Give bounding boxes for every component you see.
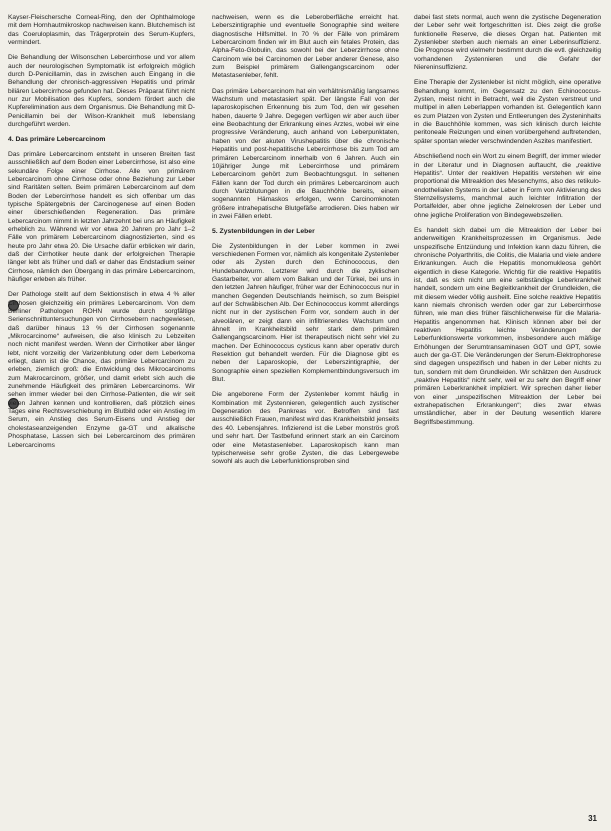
paragraph: Das primäre Lebercarcinom hat ein verhältnismäßig langsames Wachstum und metastasiert spät. Der längste Fall von der laparoskopischen Erkennung bis zum Tod, den wir gesehen haben, dauerte 9 Jahre. Degegen verfügen wir aber auch über eine Beobachtung der Erkrankung eines Arztes, wobei wir eine progressive Veränderung, auch anhand von Leberpunktaten, haben von der akuten Virushepatitis über die chronische Hepatitis und post-hepatitische Lebercirrhose bis zum Tod am primären Lebercarcinom innerhalb von 6 Jahren. Auch ein 10jähriger Junge mit Lebercirrhose und primärem Lebercarcinom gehört zum Beobachtungsgut. In seltenen Fällen kann der Tod durch ein primäres Lebercarcinom auch durch Varizblutungen in die Bauchhöhle bereits, einem sogenannten Hämaskos erfolgen, wenn Carcinomknoten größere intrahepatische Blutgefäße arrodieren. Dies haben wir in zwei Fällen erlebt. <box>212 87 399 220</box>
section-heading: 5. Zystenbildungen in der Leber <box>212 228 315 236</box>
paragraph: Das primäre Lebercarcinom entsteht in unseren Breiten fast ausschließlich auf dem Boden einer Lebercirrhose, ist also eine sekundäre Folge einer Cirrhose. Alle von primärem Lebercarcinom ohne Cirrhose oder ohne Beziehung zur Leber sind Raritäten selten. Beim primären Lebercarcinom auf dem Boden der Lebercirrhose handelt es sich offenbar um das typische Spätergebnis der Carcinogenese auf einen Boden einer überschießenden Regeneration. Das primäre Lebercarcinom nimmt in letzten Jahrzehnt bei uns an Häufigkeit erheblich zu. Während wir vor etwa 20 Jahren pro Jahr 1–2 Fälle von primärem Lebercarcinom diagnostizierten, sind es heute pro Jahr etwa 20. Die Ursache dafür erblicken wir darin, daß der Cirrhotiker heute dank der erfolgreichen Therapie länger lebt als früher und daß er daher das Endstadium seiner Cirrhose, nämlich den Übergang in das primäre Lebercarcinom, häufiger erleben als früher. <box>8 150 195 283</box>
paragraph: Es handelt sich dabei um die Mitreaktion der Leber bei anderweitigen Krankheitsprozessen im Organismus. Jede unspezifische Entzündung und Infektion kann dazu führen, die chronische Polyarthritis, die Colitis, die Malaria und viele andere Erkrankungen. Auch die Hepatitis monomukleosa gehört eigentlich in diese Kategorie. Wichtig für die reaktive Hepatitis ist, daß es sich nicht um eine selbständige Leberkrankheit handelt, sondern um eine Begleitkrankheit der Grundleiden, die mit diesem wieder völlig ausheilt. Eine solche reaktive Hepatitis kann niemals chronisch werden oder gar zur Lebercirrhose führen, wie man dies früher fälschlicherweise für die Malaria-Hepatitis angenommen hat. Klinisch können aber bei der reaktiven Hepatitis leichte Veränderungen der Leberfunktionswerte vorkommen, insbesondere auch mäßige Erhöhungen der Serumtransaminasen GOT und GPT, sowie auch der ga-GT. Die Veränderungen der Serum-Elektrophorese sind dagegen unspezifisch und haben in der Leber nichts zu tun, sondern mit dem Grundleiden. Wir schätzen den Ausdruck „reaktive Hepatitis“ nicht sehr, weil er zu sehr den Begriff einer primären Leberkrankheit impliziert. Wir sprechen daher lieber von einer „unspezifischen Mitreaktion der Leber bei extrahepatischen Erkrankungen“; dies zwar etwas umständlicher, aber in der Deutung wesentlich klarere Begriffsbestimmung. <box>414 226 601 426</box>
paragraph: Die Zystenbildungen in der Leber kommen in zwei verschiedenen Formen vor, nämlich als kongenitale Zystenleber oder als Zysten durch den Echinococcus, den Hundebandwurm. Letzterer wird durch die zyklischen Gastarbeiter, vor allem vom Balkan und der Türkei, bei uns in den letzten Jahren häufiger, früher war der Echinococcus nur in manchen Gegenden Deutschlands heimisch, so zum Beispiel auf der Schwäbischen Alb. Der Echinococcus kommt allerdings nicht nur in der zystischen Form vor, sondern auch in der alveolären, er zeigt dann ein infiltrierendes Wachstum und ähnelt im Krankheitsbild sehr stark dem primären Gallengangscarcinom. Hier ist therapeutisch nicht sehr viel zu machen. Der Echinococcus cysticus kann aber operativ durch Resektion gut behandelt werden. Für die Diagnose gibt es neben der Laparoskopie, der Leberszintigraphie, der Sonographie einen speziellen Komplementbindungsversuch im Blut. <box>212 242 399 384</box>
paragraph: Kayser-Fleischersche Corneal-Ring, den der Ophthalmologe mit dem Hornhautmikroskop nachweisen kann. Blutchemisch ist das Coeruloplasmin, das Trägerprotein des Serum-Kupfers, vermindert. <box>8 14 195 47</box>
paragraph: nachweisen, wenn es die Leberoberfläche erreicht hat. Leberszintigraphie und eventuelle Sonographie sind weitere diagnostische Hilfsmittel. In 70 % der Fälle von primärem Lebercarcinom finden wir im Blut auch ein fetales Protein, das Alpha-Feto-Globulin, das sowohl bei der Leberzirrhose ohne Carcinom wie bei Carcinomen der Leber anderer Genese, also zum Beispiel primärem Gallengangscarcinom oder Metastasenleber, fehlt. <box>212 14 399 80</box>
text-column-right <box>414 14 601 814</box>
paragraph: dabei fast stets normal, auch wenn die zystische Degeneration der Leber sehr weit fortgeschritten ist. Dies zeigt die große funktionelle Reserve, die dieses Organ hat. Patienten mit Zystenleber sterben auch niemals an einer Leberinsuffizienz. Die Prognose wird vielmehr bestimmt durch die evtl. gleichzeitig vorhandenen Zystennieren und die Gefahr der Niereninsuffizienz. <box>414 14 601 72</box>
text-column-middle <box>212 14 399 814</box>
paragraph: Abschließend noch ein Wort zu einem Begriff, der immer wieder in der Literatur und in Diagnosen auftaucht, die „reaktive Hepatitis“. Unter der reaktiven Hepatitis verstehen wir eine proportional die Mitreaktion des Mesenchyms, also des retikulo-endothelialen Systems in der Leber in Form von Aktivierung des Sternzellsystems, manchmal auch leichter Infiltration der Portalfelder, aber ohne jegliche Zelnekrosen der Leber und ohne jegliche Proliferation von Bindegewebszellen. <box>414 153 601 219</box>
paragraph: Der Pathologe stellt auf dem Sektionstisch in etwa 4 % aller Cirrhosen gleichzeitig ein primäres Lebercarcinom. Von dem Berliner Pathologen ROHN wurde durch sorgfältige Serienschnittuntersuchungen von Cirrhosebern nachgewiesen, daß darüber hinaus 13 % der Cirrhosen sogenannte „Mikrocarcinome“ aufweisen, die also klinisch zu Lebzeiten noch nicht manifest werden. Wenn der Cirrhotiker aber länger lebt, nicht vorzeitig der Varizenblutung oder dem Leberkoma erliegt, dann ist die Chance, das primäre Lebercarcinom zu erleben, ziemlich groß: die Entwicklung des Mikrocarcinoms zum Makrocarcinom, größer, und damit erlebt sich auch die zunehmende Häufigkeit des primären Lebercarcinoms. Wir sehen immer wieder bei den Cirrhose-Patienten, die wir seit vielen Jahren kennen und kontrollieren, daß plötzlich eines Tages eine Rechtsverschiebung im Blutbild oder ein Anstieg im Serum, ein Anstieg des Serum-Eisens und Anstieg der cholestaseanzeigenden Enzyme ga-GT und alkalische Phosphatase, Lassen sich bei Lebercarcinom des primären Lebercarcinoms <box>8 291 195 449</box>
text-column-left <box>8 14 195 814</box>
page-number: 31 <box>588 814 597 823</box>
paragraph: Die Behandlung der Wilsonschen Lebercirrhose und vor allem auch der neurologischen Symptomatik ist erfolgreich möglich durch D-Penicillamin, das in zwischen auch Eingang in die Behandlung der chronisch-aggressiven Hepatitis und primär biliären Lebercirrhose gefunden hat. Dieses Präparat führt nicht nur zur Mobilisation des Kupfers, sondern fördert auch die Kupferelimination aus dem Organismus. Die Behandlung mit D-Penicillamin bei der Wilson-Krankheit muß lebenslang durchgeführt werden. <box>8 54 195 129</box>
paragraph: Die angeborene Form der Zystenleber kommt häufig in Kombination mit Zystennieren, gelegentlich auch zystischer Degeneration des Pankreas vor. Betroffen sind fast ausschließlich Frauen, manifest wird das Krankheitsbild jenseits des 40. Lebensjahres. Infizierend ist die Leber monströs groß und sehr hart. Der Tastbefund erinnert stark an ein Carcinom oder eine Metastasenleber. Laparoskopisch kann man typischerweise sehr große Zysten, die das Lebergewebe sowohl als auch die Leberfunktionsproben sind <box>212 391 399 466</box>
paragraph: Eine Therapie der Zystenleber ist nicht möglich, eine operative Behandlung kommt, im Gegensatz zu den Echinococcus-Zysten, meist nicht in Betracht, weil die Zysten verstreut und multipel in allen Leberlappen vorhanden ist. Gelegentlich kann es zum Platzen von Zysten und Entleerungen des Zysteninhalts in die Bauchhöhle kommen, was sich klinisch durch leichte peritoneale Reizungen und einen vorübergehend auftretenden, später spontan wieder verschwindenden Aszites manifestiert. <box>414 79 601 145</box>
section-heading: 4. Das primäre Lebercarcinom <box>8 136 106 144</box>
